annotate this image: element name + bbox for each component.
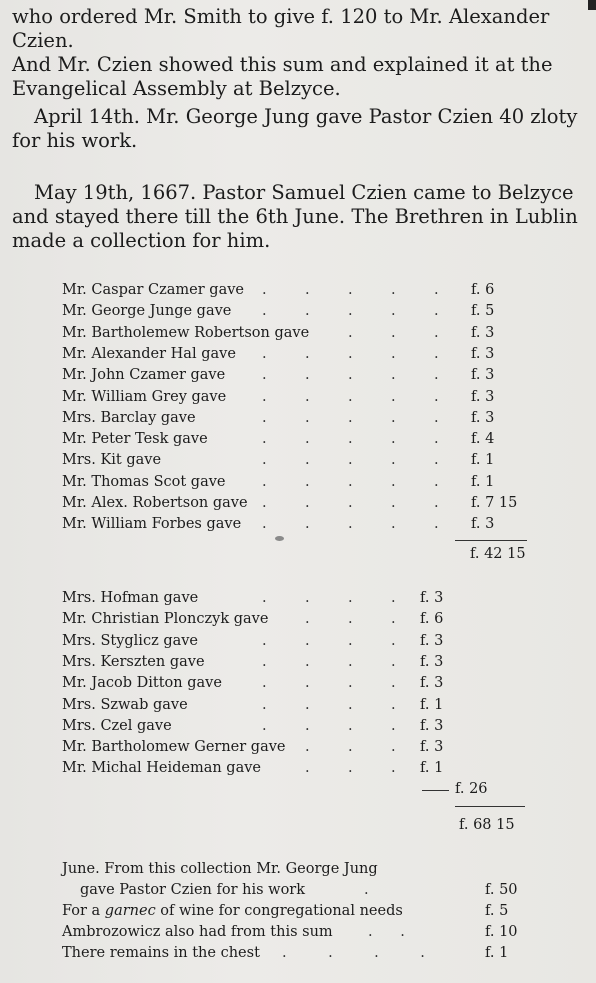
paragraph-line: for his work. — [12, 129, 138, 152]
paragraph-line: Evangelical Assembly at Belzyce. — [12, 77, 341, 100]
leader-dot: . — [348, 282, 353, 298]
leader-dot: . — [391, 632, 396, 649]
leader-dot: . — [262, 590, 267, 606]
leader-dot: . — [262, 303, 267, 320]
donation-list-second — [62, 588, 482, 784]
june-line-text — [62, 901, 403, 922]
leader-dot: . — [262, 653, 267, 670]
leader-dot: . — [434, 452, 439, 469]
june-text-part: For a — [62, 903, 105, 919]
leader-dot: . — [391, 367, 396, 384]
paragraph-line: April 14th. Mr. George Jung gave Pastor Czien 40 zloty — [34, 105, 578, 128]
leader-dot: . — [262, 409, 267, 426]
leader-dot: . — [391, 282, 396, 298]
page-corner-mark — [588, 0, 596, 10]
paragraph-line: who ordered Mr. Smith to give f. 120 to Mr. Alexander Czien. — [12, 5, 550, 52]
leader-dot: . — [391, 345, 396, 362]
leader-dots: . . . . — [282, 945, 425, 961]
leader-dot: . — [305, 739, 310, 756]
leader-dot: . — [262, 516, 267, 533]
ink-smudge — [275, 536, 284, 541]
leader-dot: . — [434, 345, 439, 362]
leader-dot: . — [391, 388, 396, 405]
leader-dot: . — [434, 282, 439, 298]
leader-dot: . — [262, 345, 267, 362]
leader-dot: . — [391, 696, 396, 713]
leader-dot: . — [348, 653, 353, 670]
total-rule — [455, 540, 527, 541]
june-amount: f. 1 — [485, 945, 509, 961]
leader-dot: . — [305, 473, 310, 490]
leader-dot: . — [305, 696, 310, 713]
leader-dot: . — [348, 367, 353, 384]
leader-dot: . — [391, 739, 396, 756]
leader-dot: . — [305, 632, 310, 649]
donation-amount: f. 5 — [471, 303, 495, 320]
grand-total: f. 68 15 — [459, 817, 515, 833]
leader-dot: . — [305, 303, 310, 320]
june-amount: f. 5 — [485, 903, 509, 919]
leader-dot: . — [391, 675, 396, 692]
donation-amount: f. 3 — [420, 590, 444, 606]
donor-name: Mrs. Styglicz gave — [62, 632, 199, 649]
leader-dot: . — [262, 675, 267, 692]
donation-amount: f. 3 — [420, 632, 444, 649]
leader-dot: . — [305, 345, 310, 362]
leader-dot: . — [348, 675, 353, 692]
leader-dot: . — [305, 409, 310, 426]
leader-dot: . — [348, 739, 353, 756]
donor-name: Mr. Caspar Czamer gave — [62, 282, 245, 298]
donor-name: Mr. Peter Tesk gave — [62, 431, 208, 448]
donation-amount: f. 3 — [471, 367, 495, 384]
leader-dot: . — [348, 632, 353, 649]
leader-dot: . — [262, 282, 267, 298]
leader-dot: . — [348, 516, 353, 533]
donor-name: Mrs. Hofman gave — [62, 590, 199, 606]
leader-dot: . — [391, 303, 396, 320]
donation-amount: f. 3 — [420, 675, 444, 692]
leader-dot: . — [305, 611, 310, 628]
leader-dot: . — [391, 590, 396, 606]
leader-dot: . — [262, 367, 267, 384]
leader-dot: . — [305, 282, 310, 298]
paragraph-line: And Mr. Czien showed this sum and explained it at the — [12, 53, 553, 76]
leader-dot: . — [348, 324, 353, 341]
leader-dot: . — [348, 473, 353, 490]
leader-dot: . — [348, 431, 353, 448]
leader-dot: . — [391, 473, 396, 490]
leader-dot: . — [305, 431, 310, 448]
leader-dot: . — [305, 760, 310, 777]
donor-name: Mrs. Kit gave — [62, 452, 162, 469]
leader-dots: . . — [368, 924, 405, 940]
donation-list-first — [62, 280, 542, 536]
total-rule — [455, 806, 525, 807]
leader-dot: . — [348, 388, 353, 405]
leader-dot: . — [262, 632, 267, 649]
leader-dots: . — [364, 882, 369, 898]
paragraph-line: May 19th, 1667. Pastor Samuel Czien came to Belzyce — [34, 181, 574, 204]
leader-dot: . — [434, 516, 439, 533]
donation-amount: f. 1 — [471, 452, 495, 469]
leader-dot: . — [348, 303, 353, 320]
donor-name: Mr. Jacob Ditton gave — [62, 675, 222, 692]
donor-name: Mrs. Kerszten gave — [62, 653, 205, 670]
leader-dot: . — [434, 495, 439, 511]
leader-dot: . — [434, 367, 439, 384]
leader-dot: . — [434, 324, 439, 341]
donation-amount: f. 3 — [420, 717, 444, 734]
donor-name: Mrs. Szwab gave — [62, 696, 188, 713]
leader-dot: . — [348, 452, 353, 469]
leader-dot: . — [391, 431, 396, 448]
leader-dot: . — [305, 590, 310, 606]
donation-amount: f. 3 — [471, 345, 495, 362]
donor-name: Mr. William Grey gave — [62, 388, 227, 405]
leader-dot: . — [391, 653, 396, 670]
donor-name: Mr. Michal Heideman gave — [62, 760, 262, 777]
total-dash — [422, 790, 449, 791]
donor-name: Mr. John Czamer gave — [62, 367, 226, 384]
donation-amount: f. 3 — [471, 388, 495, 405]
leader-dot: . — [348, 409, 353, 426]
leader-dot: . — [262, 388, 267, 405]
june-line-text: Ambrozowicz also had from this sum — [62, 924, 333, 940]
donation-amount: f. 1 — [420, 760, 444, 777]
paragraph-assembly — [12, 5, 584, 101]
leader-dot: . — [348, 611, 353, 628]
leader-dot: . — [262, 452, 267, 469]
donation-amount: f. 3 — [420, 739, 444, 756]
leader-dot: . — [348, 590, 353, 606]
june-italic-term: garnec — [104, 903, 156, 919]
donor-name: Mr. Bartholomew Gerner gave — [62, 739, 286, 756]
donation-amount: f. 1 — [420, 696, 444, 713]
donor-name: Mr. George Junge gave — [62, 303, 232, 320]
paragraph-line: made a collection for him. — [12, 229, 271, 252]
donor-name: Mr. Alex. Robertson gave — [62, 495, 248, 511]
donor-name: Mr. Bartholemew Robertson gave — [62, 324, 310, 341]
donation-amount: f. 7 15 — [471, 495, 518, 511]
leader-dot: . — [305, 717, 310, 734]
donation-amount: f. 6 — [420, 611, 444, 628]
donation-amount: f. 3 — [471, 324, 495, 341]
leader-dot: . — [391, 611, 396, 628]
june-line-text: gave Pastor Czien for his work — [80, 882, 306, 898]
leader-dot: . — [305, 675, 310, 692]
paragraph-may — [12, 181, 584, 253]
june-text-part: of wine for congregational needs — [155, 903, 403, 919]
leader-dot: . — [434, 431, 439, 448]
leader-dot: . — [262, 431, 267, 448]
leader-dot: . — [262, 717, 267, 734]
leader-dot: . — [348, 345, 353, 362]
leader-dot: . — [434, 473, 439, 490]
june-section — [62, 859, 542, 969]
leader-dot: . — [434, 388, 439, 405]
donation-amount: f. 3 — [471, 409, 495, 426]
leader-dot: . — [305, 653, 310, 670]
june-amount: f. 10 — [485, 924, 518, 940]
leader-dot: . — [434, 409, 439, 426]
leader-dot: . — [305, 388, 310, 405]
donor-name: Mr. Alexander Hal gave — [62, 345, 236, 362]
donor-name: Mrs. Czel gave — [62, 717, 172, 734]
leader-dot: . — [348, 760, 353, 777]
leader-dot: . — [434, 303, 439, 320]
donor-name: Mrs. Barclay gave — [62, 409, 196, 426]
leader-dot: . — [348, 696, 353, 713]
donor-name: Mr. Christian Plonczyk gave — [62, 611, 269, 628]
leader-dot: . — [391, 717, 396, 734]
leader-dot: . — [305, 516, 310, 533]
leader-dot: . — [391, 452, 396, 469]
paragraph-line: and stayed there till the 6th June. The Brethren in Lublin — [12, 205, 578, 228]
list1-total: f. 42 15 — [470, 546, 526, 562]
leader-dot: . — [305, 495, 310, 511]
donor-name: Mr. Thomas Scot gave — [62, 473, 226, 490]
donor-name: Mr. William Forbes gave — [62, 516, 242, 533]
june-amount: f. 50 — [485, 882, 518, 898]
june-line-text: June. From this collection Mr. George Jung — [62, 861, 378, 877]
leader-dot: . — [391, 409, 396, 426]
leader-dot: . — [348, 495, 353, 511]
paragraph-april — [12, 105, 584, 153]
leader-dot: . — [262, 696, 267, 713]
june-line-text: There remains in the chest — [62, 945, 260, 961]
donation-amount: f. 3 — [420, 653, 444, 670]
donation-amount: f. 1 — [471, 473, 495, 490]
leader-dot: . — [391, 760, 396, 777]
leader-dot: . — [391, 324, 396, 341]
leader-dot: . — [348, 717, 353, 734]
donation-amount: f. 3 — [471, 516, 495, 533]
donation-amount: f. 4 — [471, 431, 495, 448]
leader-dot: . — [262, 495, 267, 511]
list2-total: f. 26 — [455, 781, 488, 797]
leader-dot: . — [305, 452, 310, 469]
leader-dot: . — [391, 516, 396, 533]
leader-dot: . — [262, 473, 267, 490]
leader-dot: . — [305, 367, 310, 384]
donation-amount: f. 6 — [471, 282, 495, 298]
leader-dot: . — [391, 495, 396, 511]
